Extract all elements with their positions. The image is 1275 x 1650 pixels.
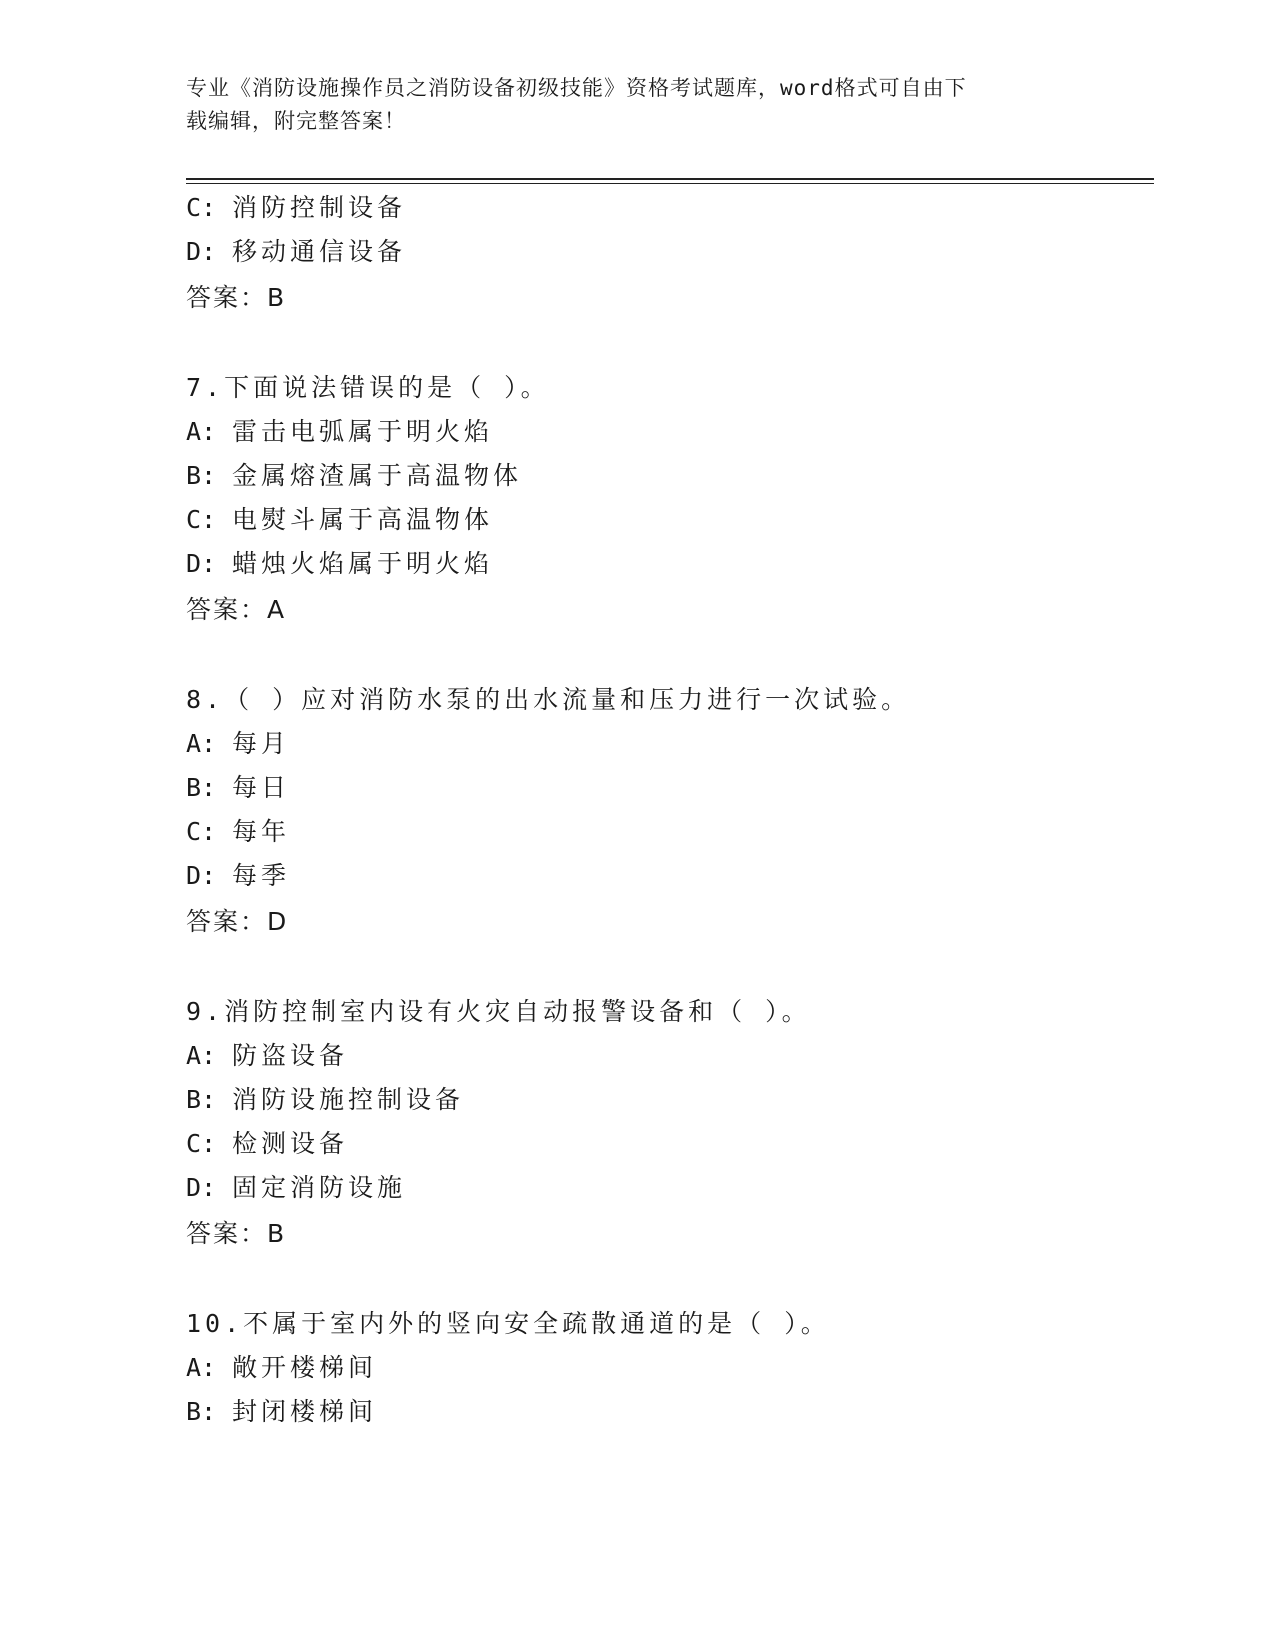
option-text: 检测设备 [232, 1129, 349, 1158]
option-key: A: [186, 417, 217, 446]
q7-answer: 答案：A [186, 595, 287, 624]
q10-option-a [186, 1352, 377, 1384]
q9-option-b [186, 1084, 464, 1116]
q9-option-a [186, 1040, 348, 1072]
option-text: 固定消防设施 [232, 1173, 407, 1202]
q6-option-c [186, 192, 406, 224]
option-text: 防盗设备 [232, 1041, 349, 1070]
document-header [186, 72, 1066, 138]
q10-stem: 10.不属于室内外的竖向安全疏散通道的是（ ）。 [186, 1309, 830, 1338]
q7-option-b [186, 460, 522, 492]
option-text: 蜡烛火焰属于明火焰 [232, 549, 494, 578]
q8-option-c [186, 816, 290, 848]
option-key: C: [186, 193, 217, 222]
q7-option-d [186, 548, 493, 580]
option-key: B: [186, 461, 217, 490]
q9-answer: 答案：B [186, 1219, 287, 1248]
q10-option-b [186, 1396, 377, 1428]
option-key: B: [186, 1397, 217, 1426]
option-key: A: [186, 1041, 217, 1070]
q6-answer: 答案：B [186, 283, 287, 312]
option-key: A: [186, 729, 217, 758]
option-text: 敞开楼梯间 [232, 1353, 378, 1382]
q8-stem: 8.（ ）应对消防水泵的出水流量和压力进行一次试验。 [186, 685, 911, 714]
option-key: D: [186, 549, 217, 578]
option-key: B: [186, 773, 217, 802]
option-key: C: [186, 817, 217, 846]
option-key: D: [186, 1173, 217, 1202]
q9-option-d [186, 1172, 406, 1204]
option-text: 消防设施控制设备 [232, 1085, 465, 1114]
q6-option-d [186, 236, 406, 268]
q7-stem: 7.下面说法错误的是（ ）。 [186, 373, 550, 402]
q8-answer: 答案：D [186, 907, 289, 936]
header-divider-thick [186, 178, 1154, 180]
option-text: 每季 [232, 861, 291, 890]
q7-option-c [186, 504, 493, 536]
option-text: 移动通信设备 [232, 237, 407, 266]
q8-option-a [186, 728, 290, 760]
option-text: 每日 [232, 773, 291, 802]
option-key: A: [186, 1353, 217, 1382]
q9-option-c [186, 1128, 348, 1160]
header-line-1: 专业《消防设施操作员之消防设备初级技能》资格考试题库，word格式可自由下 [186, 76, 967, 100]
option-text: 雷击电弧属于明火焰 [232, 417, 494, 446]
option-text: 每月 [232, 729, 291, 758]
q7-option-a [186, 416, 493, 448]
option-text: 每年 [232, 817, 291, 846]
option-text: 封闭楼梯间 [232, 1397, 378, 1426]
option-text: 金属熔渣属于高温物体 [232, 461, 523, 490]
option-key: D: [186, 237, 217, 266]
option-text: 电熨斗属于高温物体 [232, 505, 494, 534]
header-line-2: 载编辑，附完整答案！ [186, 109, 406, 133]
option-key: C: [186, 1129, 217, 1158]
q9-stem: 9.消防控制室内设有火灾自动报警设备和（ ）。 [186, 997, 811, 1026]
option-key: D: [186, 861, 217, 890]
header-divider-thin [186, 183, 1154, 184]
option-text: 消防控制设备 [232, 193, 407, 222]
option-key: C: [186, 505, 217, 534]
q8-option-d [186, 860, 290, 892]
q8-option-b [186, 772, 290, 804]
option-key: B: [186, 1085, 217, 1114]
